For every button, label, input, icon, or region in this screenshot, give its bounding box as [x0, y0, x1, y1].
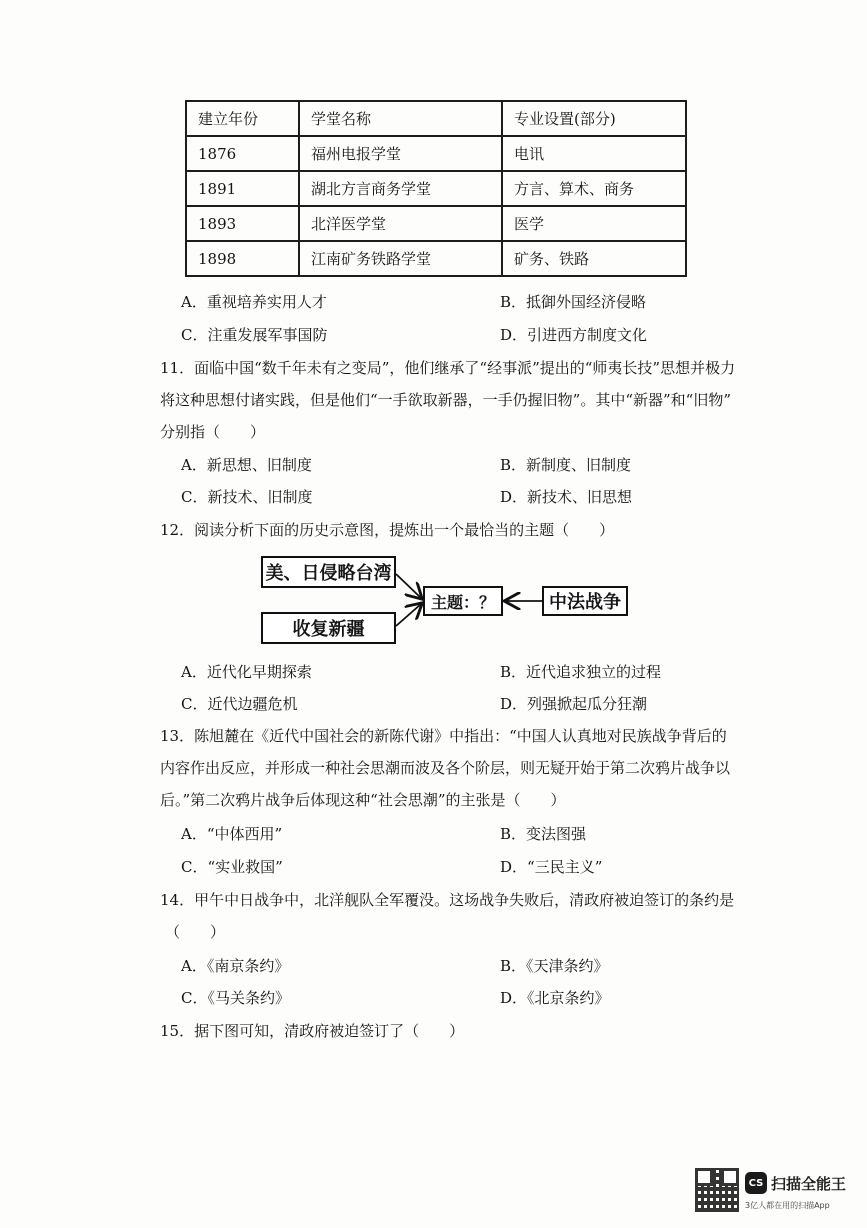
q13-option-b: B．变法图强: [500, 825, 587, 843]
q11-stem-line: 将这种思想付诸实践，但是他们“一手欲取新器，一手仍握旧物”。其中“新器”和“旧物”: [160, 391, 732, 409]
q11-option-c: C．新技术、旧制度: [181, 488, 313, 506]
diagram-box-label: 收复新疆: [292, 619, 365, 640]
q11-option-d: D．新技术、旧思想: [500, 488, 633, 506]
diagram-box-label: 主题：？: [430, 592, 495, 612]
q12-option-c: C．近代边疆危机: [181, 695, 298, 713]
table-cell: 1876: [186, 136, 299, 171]
q10-option-c: C．注重发展军事国防: [181, 326, 328, 344]
q13-stem-line: 后。”第二次鸦片战争后体现这种“社会思潮”的主张是（ ）: [160, 791, 566, 809]
q14-stem-line: （ ）: [165, 923, 226, 941]
q13-option-c: C．“实业救国”: [181, 858, 283, 876]
q13-option-a: A．“中体西用”: [181, 825, 283, 843]
table-header-cell: 专业设置(部分): [502, 101, 686, 136]
q12-option-d: D．列强掀起瓜分狂潮: [500, 695, 648, 713]
table-cell: 方言、算术、商务: [502, 171, 686, 206]
table-cell: 北洋医学堂: [299, 206, 502, 241]
camscanner-subtitle: 3亿人都在用的扫描App: [745, 1201, 830, 1210]
table-cell: 福州电报学堂: [299, 136, 502, 171]
q12-stem: 12．阅读分析下面的历史示意图，提炼出一个最恰当的主题（ ）: [160, 521, 615, 539]
table-cell: 医学: [502, 206, 686, 241]
table-cell: 1893: [186, 206, 299, 241]
q13-stem-line: 13．陈旭麓在《近代中国社会的新陈代谢》中指出：“中国人认真地对民族战争背后的: [160, 727, 727, 745]
q15-stem: 15．据下图可知，清政府被迫签订了（ ）: [160, 1022, 465, 1040]
qr-code-icon: [695, 1168, 739, 1212]
diagram-box-label: 中法战争: [549, 592, 621, 613]
table-cell: 湖北方言商务学堂: [299, 171, 502, 206]
q14-option-c: C．《马关条约》: [181, 989, 290, 1007]
q11-stem-line: 11．面临中国“数千年未有之变局”，他们继承了“经事派”提出的“师夷长技”思想并极力: [160, 359, 736, 377]
q10-option-b: B．抵御外国经济侵略: [500, 293, 647, 311]
arrow-from-xinjiang: [396, 604, 421, 626]
q13-option-d: D．“三民主义”: [500, 858, 603, 876]
arrow-from-taiwan: [396, 574, 421, 598]
q11-option-a: A．新思想、旧制度: [181, 456, 312, 474]
q12-option-a: A．近代化早期探索: [181, 663, 312, 681]
q14-option-b: B．《天津条约》: [500, 957, 609, 975]
table-header-cell: 建立年份: [186, 101, 299, 136]
q10-option-a: A．重视培养实用人才: [181, 293, 327, 311]
camscanner-logo: CS: [745, 1172, 767, 1194]
table-cell: 矿务、铁路: [502, 241, 686, 276]
table-header-cell: 学堂名称: [299, 101, 502, 136]
q14-option-d: D．《北京条约》: [500, 989, 610, 1007]
table-cell: 1891: [186, 171, 299, 206]
q14-option-a: A．《南京条约》: [181, 957, 290, 975]
camscanner-title: 扫描全能王: [771, 1175, 847, 1193]
q11-stem-line: 分别指（ ）: [160, 423, 266, 441]
q11-option-b: B．新制度、旧制度: [500, 456, 632, 474]
table-cell: 1898: [186, 241, 299, 276]
q14-stem-line: 14．甲午中日战争中，北洋舰队全军覆没。这场战争失败后，清政府被迫签订的条约是: [160, 891, 735, 909]
diagram-box-label: 美、日侵略台湾: [265, 563, 392, 584]
table-cell: 江南矿务铁路学堂: [299, 241, 502, 276]
table-cell: 电讯: [502, 136, 686, 171]
q13-stem-line: 内容作出反应，并形成一种社会思潮而波及各个阶层，则无疑开始于第二次鸦片战争以: [160, 759, 731, 777]
q10-option-d: D．引进西方制度文化: [500, 326, 648, 344]
q12-option-b: B．近代追求独立的过程: [500, 663, 662, 681]
